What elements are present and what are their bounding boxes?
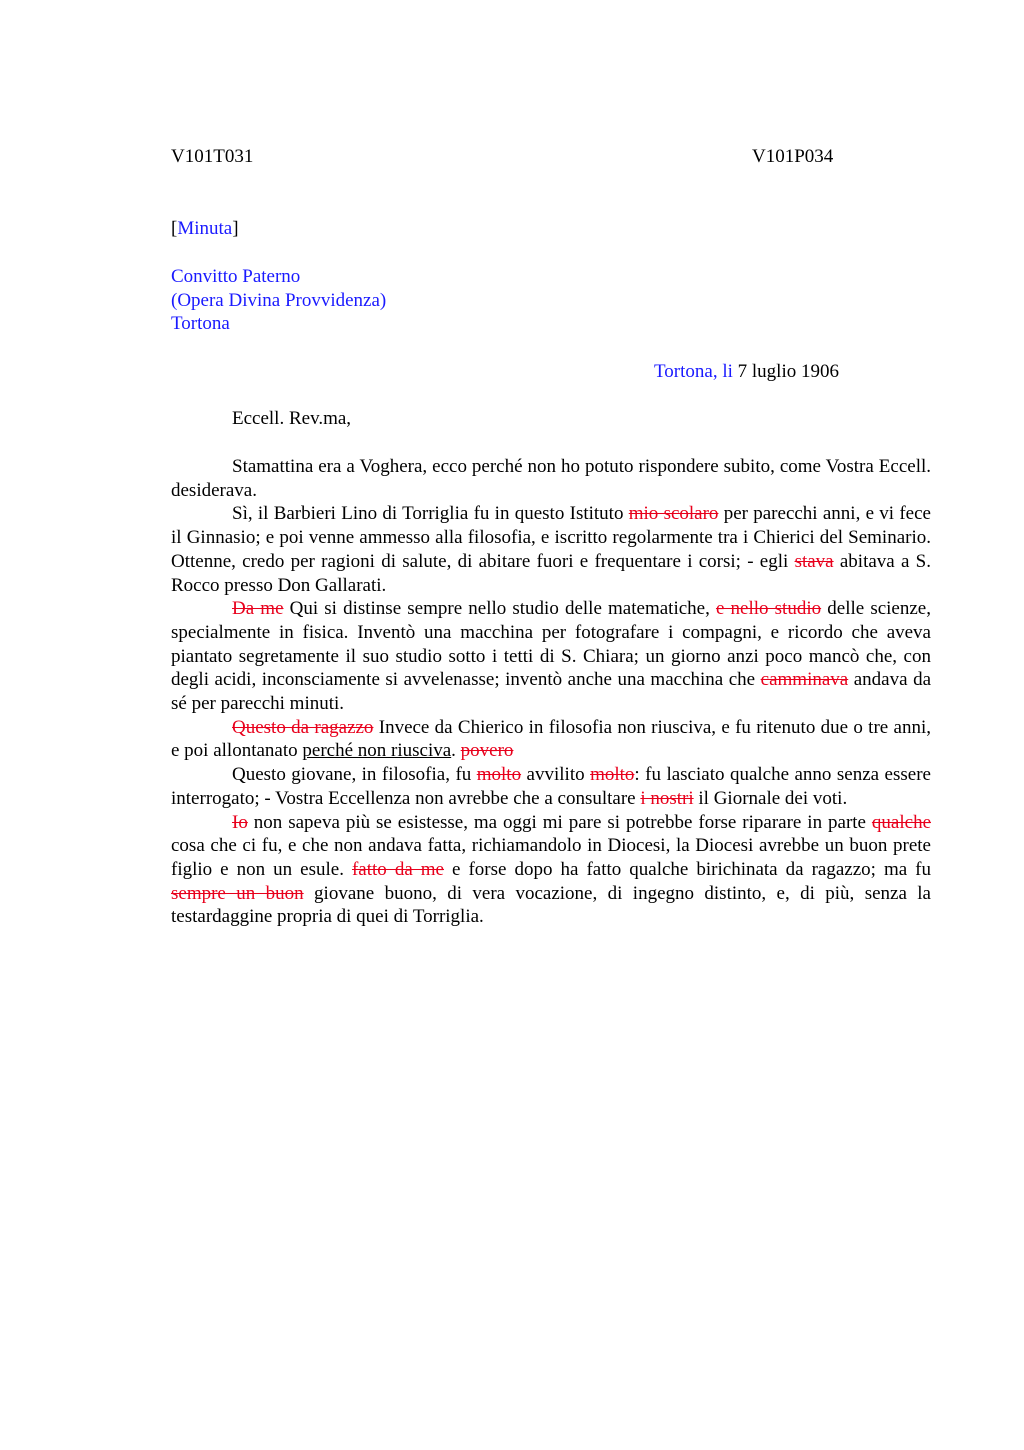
text-run: cosa che ci fu, e che non andava fatta, richiamandolo in Diocesi, la Diocesi avrebbe un buon prete figlio e non un esule.: [171, 835, 931, 880]
dateline: [654, 361, 839, 383]
minuta-text: Minuta: [177, 218, 233, 239]
text-run: avvilito: [521, 764, 591, 786]
text-run: andava da sé per parecchi minuti.: [171, 669, 931, 715]
text-run: Sì, il Barbieri Lino di Torriglia fu in questo Istituto: [232, 503, 629, 525]
deleted-text: molto: [590, 764, 635, 786]
minuta-label: [171, 218, 239, 240]
text-run: Invece da Chierico in filosofia non riusciva, e fu ritenuto due o tre anni, e poi allontanato: [171, 716, 931, 762]
text-run: : fu lasciato qualche anno senza essere interrogato; - Vostra Eccellenza non avrebbe che a consultare: [171, 764, 931, 809]
deleted-text: Da me: [232, 598, 284, 620]
text-run: Questo giovane, in filosofia, fu: [232, 764, 477, 786]
deleted-text: i nostri: [640, 787, 694, 809]
text-run: non sapeva più se esistesse, ma oggi mi pare si potrebbe forse riparare in parte: [247, 811, 872, 833]
deleted-text: povero: [460, 740, 514, 762]
dateline-date: 7 luglio 1906: [732, 361, 839, 382]
letter-page: [171, 0, 931, 1450]
paragraph-1: Stamattina era a Voghera, ecco perché non ho potuto rispondere subito, come Vostra Eccell. desiderava.: [171, 456, 931, 501]
letterhead-line-1: Convitto Paterno: [171, 266, 301, 287]
underlined-text: perché non riusciva: [302, 740, 452, 762]
deleted-text: molto: [476, 764, 522, 786]
paragraph-5: [171, 763, 931, 810]
deleted-text: qualche: [871, 811, 931, 833]
text-run: Qui si distinse sempre nello studio delle matematiche,: [283, 598, 716, 620]
dateline-place: Tortona, li: [654, 361, 733, 382]
salutation: Eccell. Rev.ma,: [232, 408, 352, 429]
paragraph-4: [171, 716, 931, 763]
deleted-text: stava: [794, 550, 834, 572]
text-run: il Giornale dei voti.: [693, 787, 848, 809]
paragraph-2: [171, 502, 931, 597]
deleted-text: Questo da ragazzo: [232, 716, 374, 738]
document-code-left: V101T031: [171, 146, 254, 167]
text-run: per parecchi anni, e vi fece il Ginnasio; e poi venne ammesso alla filosofia, e iscritto regolarmente tra i Chierici del Seminario. Ottenne, credo per ragioni di salute, di abitare fuori e frequentare i corsi; - egli: [171, 503, 931, 572]
letterhead-line-2: (Opera Divina Provvidenza): [171, 290, 387, 311]
paragraph-3: [171, 597, 931, 716]
deleted-text: camminava: [760, 669, 849, 691]
text-run: delle scienze, specialmente in fisica. Inventò una macchina per fotografare i compagni, e ricordo che aveva piantato segretamente il suo studio sotto i tetti di S. Chiara; un giorno anzi poco mancò che, con degli acidi, inconsciamente si avvelenasse; inventò anche una macchina che: [171, 598, 931, 691]
deleted-text: fatto da me: [351, 858, 444, 880]
text-run: abitava a S. Rocco presso Don Gallarati.: [171, 550, 931, 596]
text-run: giovane buono, di vera vocazione, di ingegno distinto, e, di più, senza la testardaggine propria di quei di Torriglia.: [171, 882, 931, 928]
deleted-text: sempre un buon: [171, 882, 304, 904]
bracket-open: [: [171, 218, 178, 239]
text-run: e forse dopo ha fatto qualche birichinata da ragazzo; ma fu: [444, 858, 932, 880]
deleted-text: mio scolaro: [628, 503, 719, 525]
document-code-right: V101P034: [752, 146, 834, 167]
paragraph-6: [171, 811, 931, 930]
text-run: .: [451, 740, 461, 762]
deleted-text: e nello studio: [715, 598, 822, 620]
letterhead-line-3: Tortona: [171, 313, 230, 334]
bracket-close: ]: [232, 218, 239, 239]
deleted-text: Io: [232, 811, 248, 833]
letter-body: [171, 455, 931, 929]
